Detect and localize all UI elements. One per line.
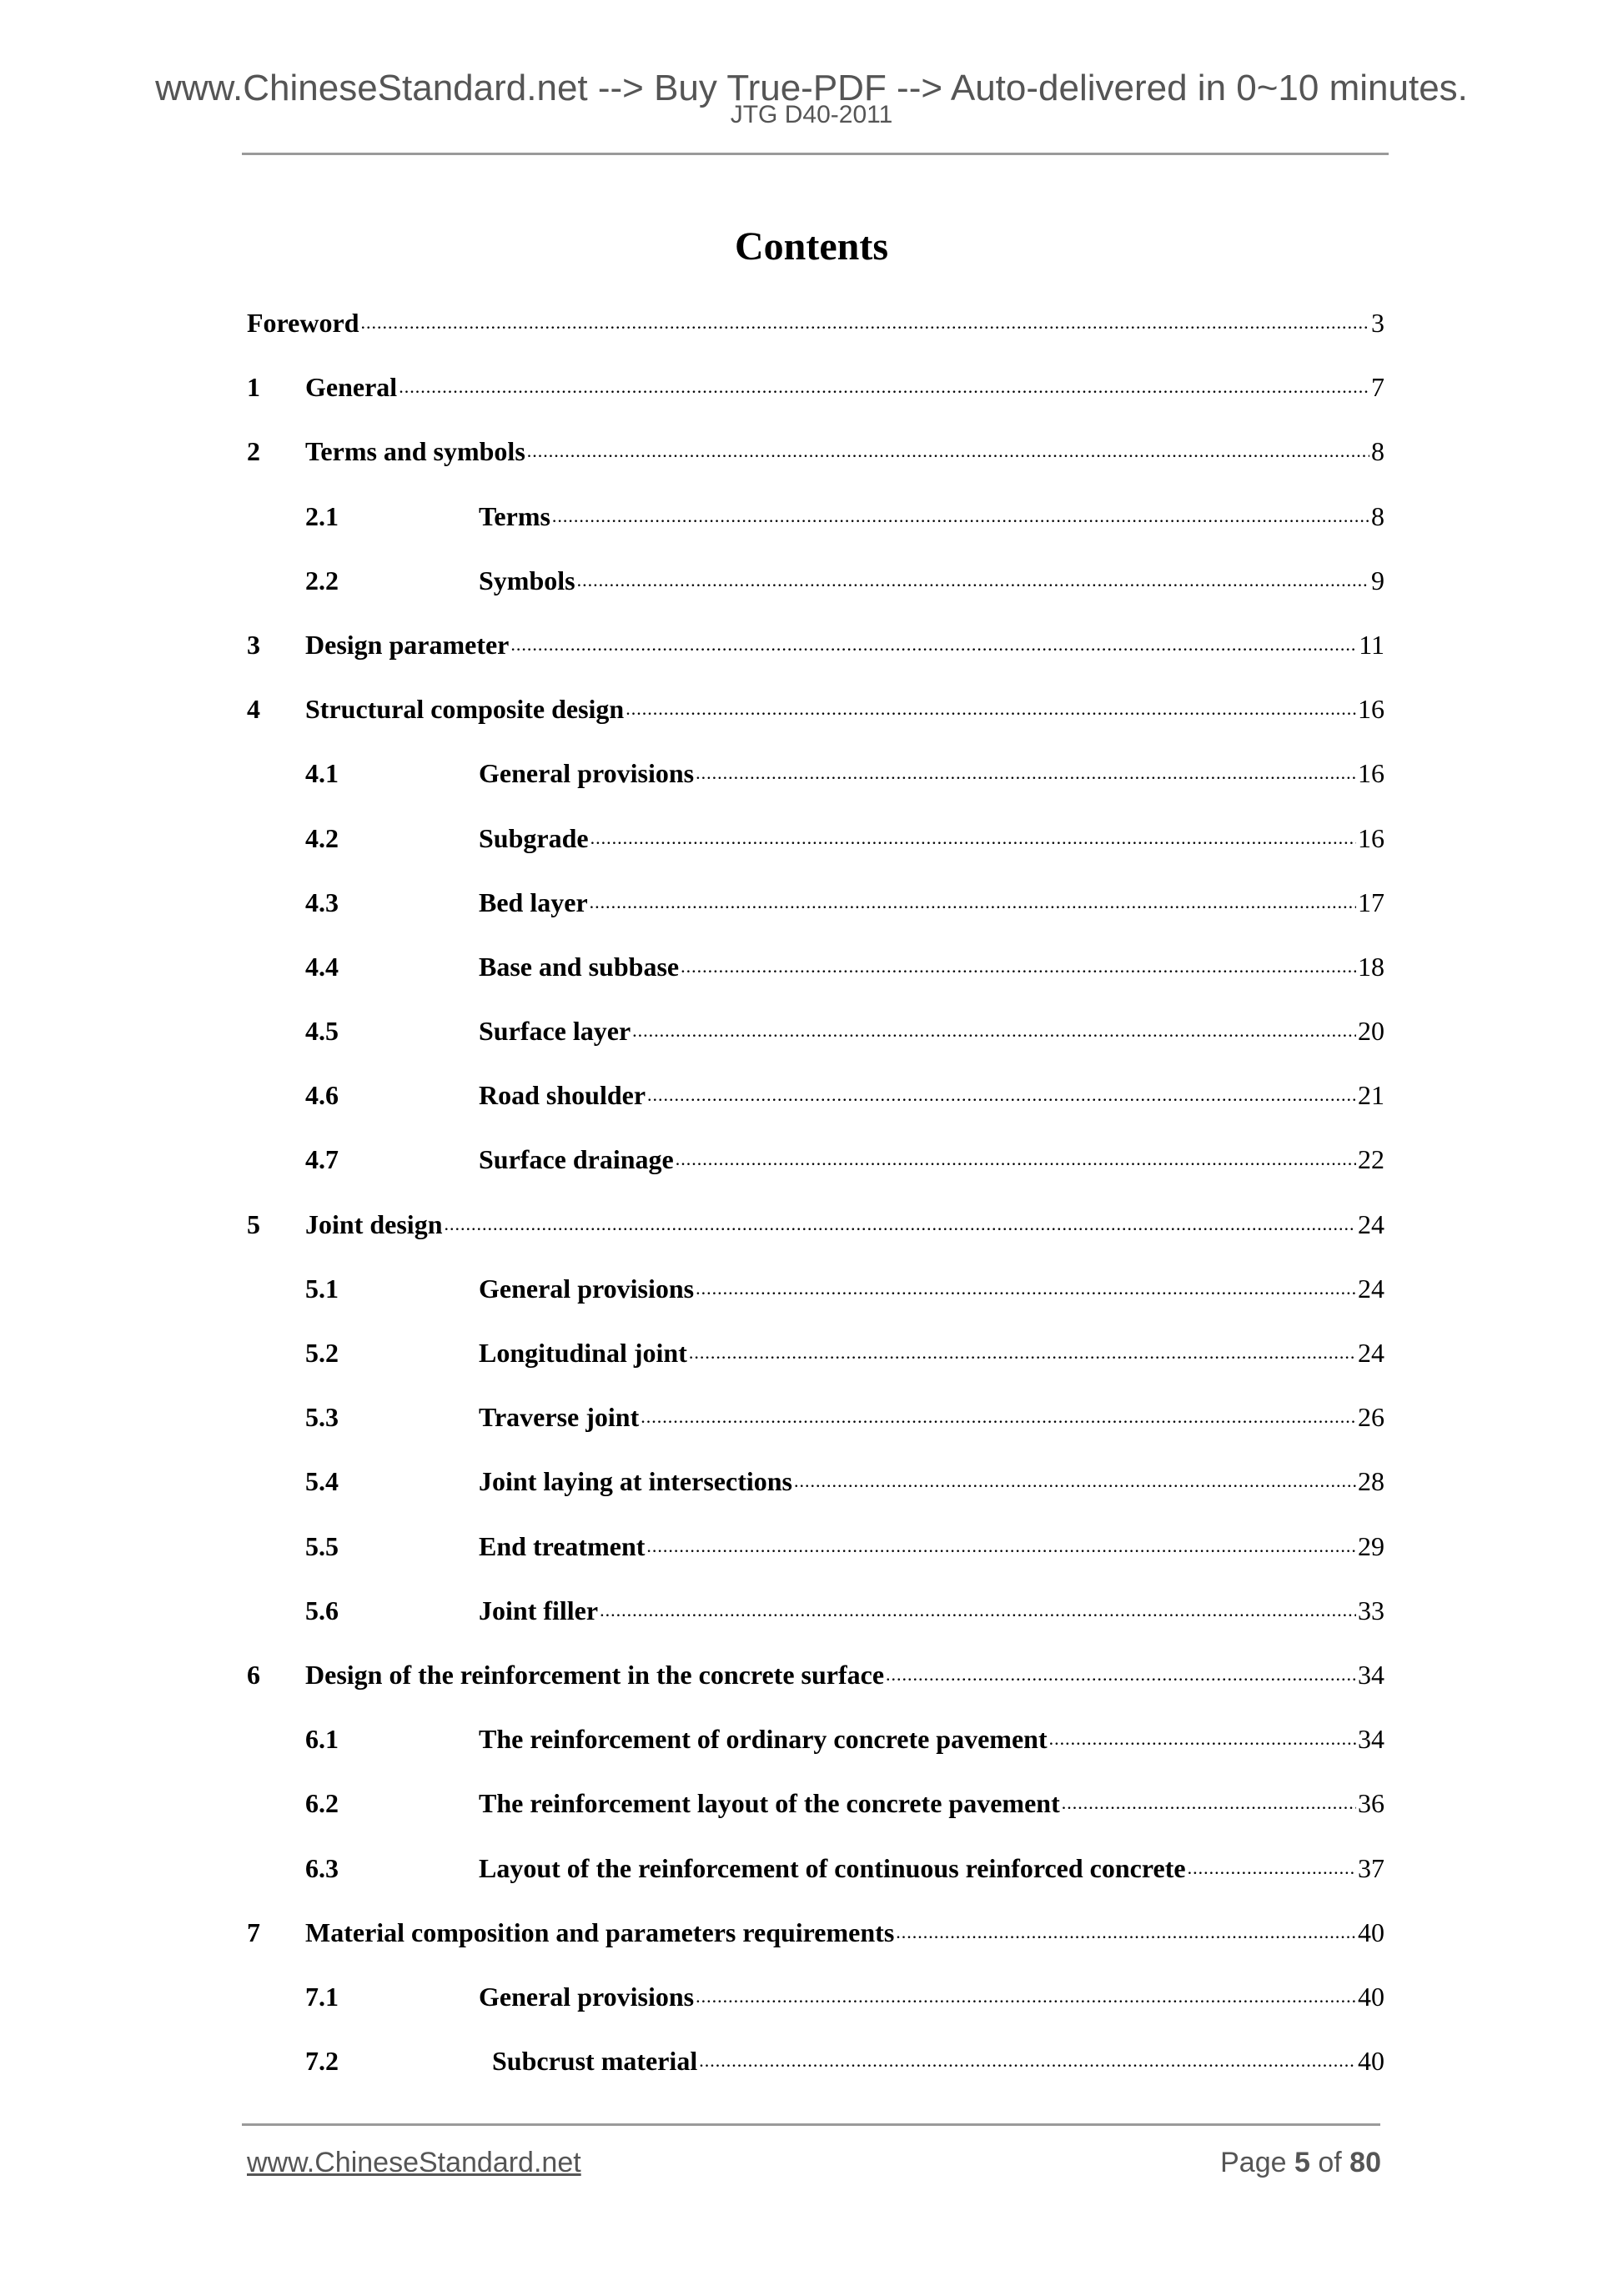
- toc-page-number: 18: [1358, 951, 1384, 982]
- toc-entry[interactable]: [247, 1979, 1384, 2043]
- toc-page-number: 40: [1358, 1981, 1384, 2012]
- toc-number: 1: [247, 372, 260, 403]
- header-divider: [242, 153, 1389, 155]
- toc-page-number: 9: [1371, 565, 1384, 595]
- toc-number: 7.1: [305, 1981, 339, 2012]
- page-of: of: [1318, 2147, 1342, 2178]
- toc-page-number: 29: [1358, 1530, 1384, 1561]
- toc-entry[interactable]: [247, 627, 1384, 691]
- toc-dot-leader: [577, 563, 1369, 598]
- toc-page-number: 7: [1371, 372, 1384, 403]
- toc-entry[interactable]: [247, 1335, 1384, 1399]
- toc-dot-leader: [1049, 1721, 1356, 1756]
- toc-dot-leader: [399, 369, 1369, 404]
- toc-title: Road shoulder: [479, 1080, 646, 1111]
- toc-page-number: 16: [1358, 694, 1384, 725]
- toc-title: Subgrade: [479, 822, 589, 853]
- toc-title: Symbols: [479, 565, 575, 595]
- toc-page-number: 20: [1358, 1016, 1384, 1047]
- toc-number: 2: [247, 436, 260, 467]
- toc-page-number: 34: [1358, 1659, 1384, 1690]
- toc-title: Joint laying at intersections: [479, 1466, 792, 1497]
- toc-title: Design parameter: [305, 629, 510, 660]
- toc-entry[interactable]: [247, 691, 1384, 756]
- toc-dot-leader: [681, 949, 1356, 984]
- toc-title: Terms and symbols: [305, 436, 525, 467]
- toc-page-number: 16: [1358, 758, 1384, 789]
- toc-dot-leader: [696, 756, 1356, 791]
- toc-dot-leader: [696, 1979, 1356, 2014]
- toc-page-number: 17: [1358, 887, 1384, 917]
- page-label: Page: [1220, 2147, 1287, 2178]
- toc-page-number: 3: [1371, 308, 1384, 338]
- toc-entry[interactable]: [247, 1142, 1384, 1206]
- toc-dot-leader: [696, 1271, 1356, 1306]
- toc-number: 5.2: [305, 1338, 339, 1368]
- toc-title: Surface layer: [479, 1016, 631, 1047]
- toc-entry[interactable]: [247, 949, 1384, 1013]
- toc-number: 4.3: [305, 887, 339, 917]
- toc-entry[interactable]: [247, 1207, 1384, 1271]
- toc-entry[interactable]: [247, 1721, 1384, 1786]
- toc-number: 4.4: [305, 951, 339, 982]
- toc-page-number: 16: [1358, 822, 1384, 853]
- toc-number: 6.3: [305, 1852, 339, 1883]
- toc-page-number: 8: [1371, 500, 1384, 531]
- page-indicator: [1220, 2147, 1381, 2179]
- toc-page-number: 33: [1358, 1595, 1384, 1625]
- toc-title: General: [305, 372, 398, 403]
- table-of-contents: [247, 305, 1384, 2108]
- toc-title: The reinforcement of ordinary concrete pavement: [479, 1724, 1048, 1755]
- toc-number: 2.2: [305, 565, 339, 595]
- toc-dot-leader: [552, 499, 1369, 534]
- toc-number: 7.2: [305, 2046, 339, 2077]
- toc-number: 6: [247, 1659, 260, 1690]
- toc-number: 4.2: [305, 822, 339, 853]
- toc-entry[interactable]: [247, 1464, 1384, 1528]
- toc-page-number: 26: [1358, 1402, 1384, 1433]
- toc-dot-leader: [896, 1915, 1356, 1950]
- toc-title: General provisions: [479, 758, 695, 789]
- toc-dot-leader: [590, 821, 1356, 856]
- toc-entry[interactable]: [247, 563, 1384, 627]
- toc-number: 4: [247, 694, 260, 725]
- toc-number: 5: [247, 1208, 260, 1239]
- toc-entry[interactable]: [247, 369, 1384, 434]
- toc-number: 7: [247, 1917, 260, 1947]
- toc-title: The reinforcement layout of the concrete pavement: [479, 1788, 1060, 1819]
- footer-divider: [242, 2123, 1380, 2126]
- toc-entry[interactable]: [247, 1013, 1384, 1078]
- toc-title: Joint design: [305, 1208, 443, 1239]
- toc-title: Bed layer: [479, 887, 588, 917]
- toc-title: Layout of the reinforcement of continuous reinforced concrete: [479, 1852, 1186, 1883]
- toc-dot-leader: [590, 885, 1356, 920]
- toc-number: 4.5: [305, 1016, 339, 1047]
- toc-page-number: 28: [1358, 1466, 1384, 1497]
- toc-entry[interactable]: [247, 2043, 1384, 2108]
- toc-title: End treatment: [479, 1530, 646, 1561]
- toc-dot-leader: [626, 691, 1356, 726]
- toc-dot-leader: [444, 1207, 1356, 1242]
- toc-dot-leader: [641, 1399, 1356, 1434]
- toc-entry[interactable]: [247, 305, 1384, 369]
- toc-title: Material composition and parameters requirements: [305, 1917, 895, 1947]
- toc-page-number: 34: [1358, 1724, 1384, 1755]
- toc-entry[interactable]: [247, 1529, 1384, 1593]
- toc-number: 4.1: [305, 758, 339, 789]
- toc-number: 3: [247, 629, 260, 660]
- toc-dot-leader: [794, 1464, 1356, 1499]
- toc-entry[interactable]: [247, 1078, 1384, 1142]
- toc-number: 5.1: [305, 1273, 339, 1304]
- toc-dot-leader: [676, 1142, 1356, 1177]
- toc-page-number: 40: [1358, 2046, 1384, 2077]
- toc-entry[interactable]: [247, 1593, 1384, 1657]
- toc-number: 6.1: [305, 1724, 339, 1755]
- toc-page-number: 37: [1358, 1852, 1384, 1883]
- toc-number: 5.4: [305, 1466, 339, 1497]
- toc-title: Structural composite design: [305, 694, 625, 725]
- toc-title: Traverse joint: [479, 1402, 640, 1433]
- toc-dot-leader: [689, 1335, 1356, 1370]
- toc-entry[interactable]: [247, 1851, 1384, 1915]
- toc-entry[interactable]: [247, 434, 1384, 498]
- toc-title: Base and subbase: [479, 951, 680, 982]
- toc-number: 5.3: [305, 1402, 339, 1433]
- toc-entry[interactable]: [247, 756, 1384, 820]
- page-title: Contents: [734, 224, 888, 269]
- toc-entry[interactable]: [247, 1915, 1384, 1979]
- toc-dot-leader: [699, 2043, 1356, 2078]
- toc-title: General provisions: [479, 1273, 695, 1304]
- toc-page-number: 8: [1371, 436, 1384, 467]
- toc-page-number: 11: [1359, 629, 1384, 660]
- toc-dot-leader: [600, 1593, 1356, 1628]
- toc-title: Longitudinal joint: [479, 1338, 687, 1368]
- toc-number: 4.6: [305, 1080, 339, 1111]
- toc-entry[interactable]: [247, 821, 1384, 885]
- toc-page-number: 22: [1358, 1144, 1384, 1175]
- toc-entry[interactable]: [247, 885, 1384, 949]
- toc-page-number: 24: [1358, 1273, 1384, 1304]
- toc-number: 6.2: [305, 1788, 339, 1819]
- toc-number: 5.6: [305, 1595, 339, 1625]
- toc-title: Joint filler: [479, 1595, 599, 1625]
- toc-number: 4.7: [305, 1144, 339, 1175]
- toc-title: Design of the reinforcement in the concrete surface: [305, 1659, 885, 1690]
- toc-dot-leader: [647, 1078, 1356, 1113]
- toc-dot-leader: [360, 305, 1369, 340]
- toc-title: Foreword: [247, 308, 359, 338]
- toc-dot-leader: [1062, 1786, 1356, 1821]
- page-current: 5: [1294, 2147, 1310, 2178]
- toc-dot-leader: [1188, 1851, 1356, 1886]
- page-total: 80: [1349, 2147, 1381, 2178]
- toc-title: Subcrust material: [492, 2046, 698, 2077]
- toc-number: 2.1: [305, 500, 339, 531]
- standard-code: JTG D40-2011: [730, 101, 893, 128]
- toc-entry[interactable]: [247, 1657, 1384, 1721]
- toc-entry[interactable]: [247, 1399, 1384, 1464]
- toc-title: General provisions: [479, 1981, 695, 2012]
- toc-dot-leader: [886, 1657, 1356, 1692]
- toc-dot-leader: [646, 1529, 1356, 1564]
- toc-title: Surface drainage: [479, 1144, 674, 1175]
- toc-number: 5.5: [305, 1530, 339, 1561]
- toc-dot-leader: [632, 1013, 1356, 1048]
- toc-page-number: 36: [1358, 1788, 1384, 1819]
- toc-page-number: 24: [1358, 1208, 1384, 1239]
- toc-page-number: 40: [1358, 1917, 1384, 1947]
- footer-website-link[interactable]: www.ChineseStandard.net: [247, 2147, 581, 2178]
- toc-page-number: 21: [1358, 1080, 1384, 1111]
- toc-entry[interactable]: [247, 1271, 1384, 1335]
- toc-dot-leader: [527, 434, 1369, 469]
- header-banner: www.ChineseStandard.net --> Buy True-PDF --> Auto-delivered in 0~10 minutes.: [155, 68, 1468, 108]
- toc-page-number: 24: [1358, 1338, 1384, 1368]
- toc-entry[interactable]: [247, 499, 1384, 563]
- toc-entry[interactable]: [247, 1786, 1384, 1850]
- toc-dot-leader: [510, 627, 1357, 662]
- toc-title: Terms: [479, 500, 550, 531]
